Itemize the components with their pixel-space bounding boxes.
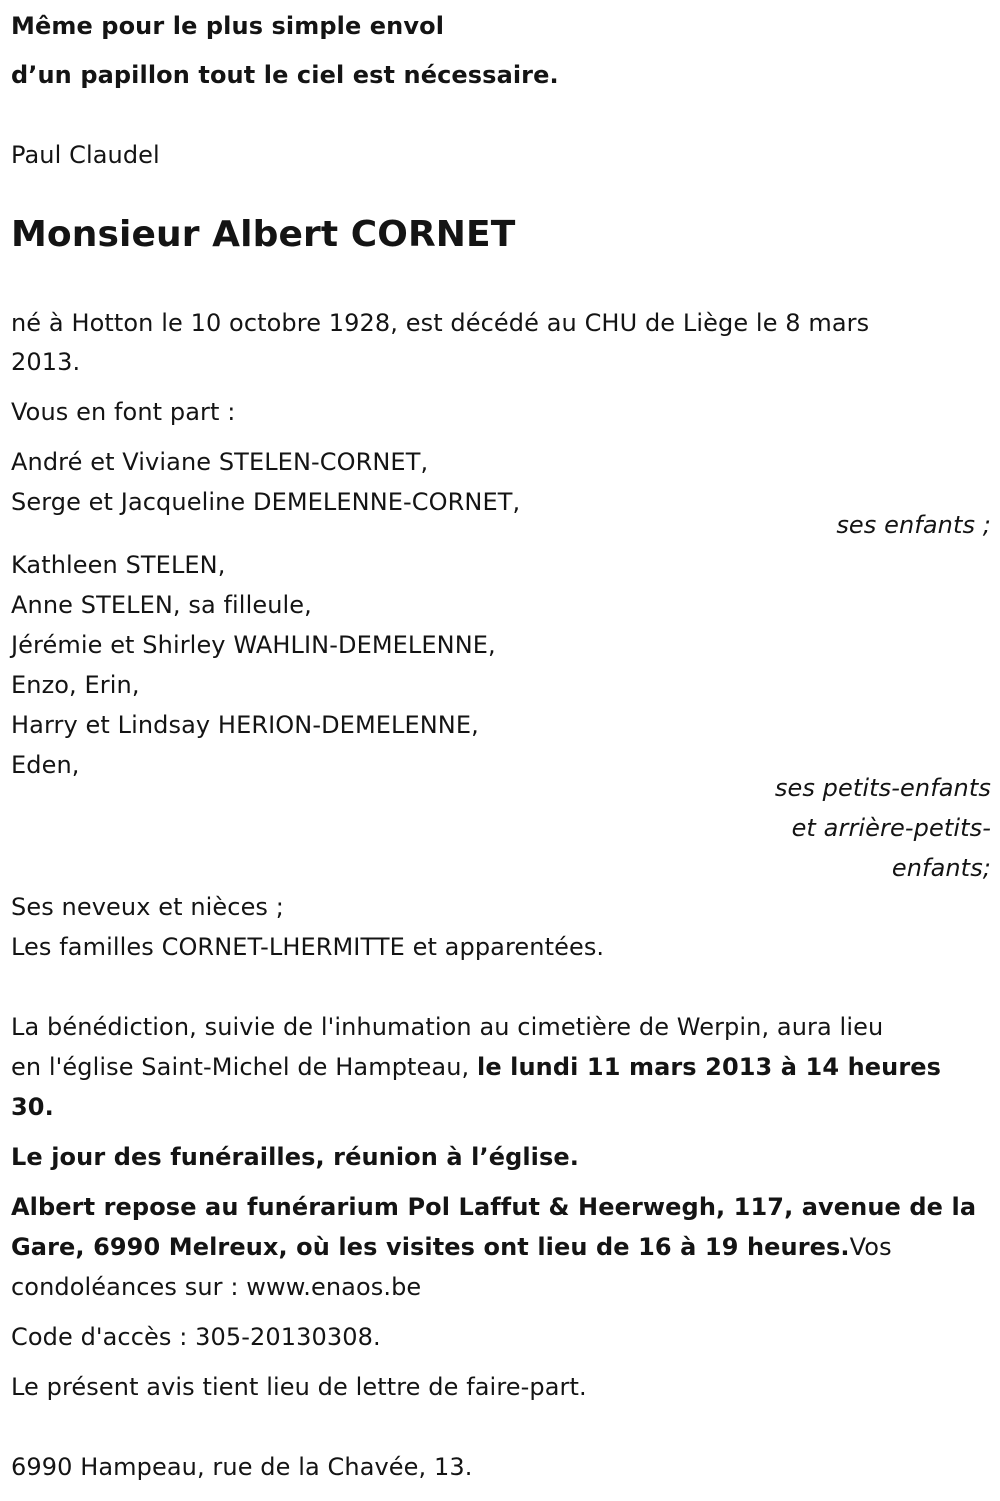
quote-author: Paul Claudel — [11, 141, 160, 169]
ceremony-location: en l'église Saint-Michel de Hampteau, — [11, 1053, 477, 1081]
grandchild-name: Harry et Lindsay HERION-DEMELENNE, — [11, 711, 479, 739]
quote-line-1: Même pour le plus simple envol — [11, 12, 445, 40]
condolences-intro: Vos — [849, 1233, 892, 1261]
announcement-intro: Vous en font part : — [11, 398, 236, 426]
quote-line-2: d’un papillon tout le ciel est nécessaire. — [11, 61, 559, 89]
birth-death-line-1: né à Hotton le 10 octobre 1928, est décédé au CHU de Liège le 8 mars — [11, 309, 870, 337]
grandchild-name: Kathleen STELEN, — [11, 551, 226, 579]
condolences-website: condoléances sur : www.enaos.be — [11, 1273, 422, 1301]
child-name: André et Viviane STELEN-CORNET, — [11, 448, 429, 476]
obituary-notice — [11, 0, 991, 1501]
funeral-home-line-2 — [11, 1227, 892, 1267]
grandchildren-role-line-1: ses petits-enfants — [774, 774, 991, 802]
ceremony-line-3: 30. — [11, 1093, 54, 1121]
ceremony-line-1: La bénédiction, suivie de l'inhumation au cimetière de Werpin, aura lieu — [11, 1013, 884, 1041]
notice-statement: Le présent avis tient lieu de lettre de faire-part. — [11, 1373, 587, 1401]
nephews-nieces: Ses neveux et nièces ; — [11, 893, 284, 921]
grandchild-name: Enzo, Erin, — [11, 671, 140, 699]
grandchildren-role-line-3: enfants; — [891, 854, 991, 882]
access-code: Code d'accès : 305-20130308. — [11, 1323, 381, 1351]
child-name: Serge et Jacqueline DEMELENNE-CORNET, — [11, 488, 521, 516]
grandchild-name: Eden, — [11, 751, 80, 779]
children-role: ses enfants ; — [836, 511, 991, 539]
birth-death-line-2: 2013. — [11, 348, 81, 376]
families: Les familles CORNET-LHERMITTE et apparentées. — [11, 933, 605, 961]
funeral-home-line-1: Albert repose au funérarium Pol Laffut & Heerwegh, 117, avenue de la — [11, 1193, 977, 1221]
grandchild-name: Anne STELEN, sa filleule, — [11, 591, 312, 619]
ceremony-date: le lundi 11 mars 2013 à 14 heures — [477, 1053, 942, 1081]
ceremony-line-2 — [11, 1047, 941, 1087]
visiting-hours: Gare, 6990 Melreux, où les visites ont lieu de 16 à 19 heures. — [11, 1233, 850, 1261]
grandchildren-role-line-2: et arrière-petits- — [791, 814, 991, 842]
gathering-note: Le jour des funérailles, réunion à l’église. — [11, 1143, 579, 1171]
deceased-name: Monsieur Albert CORNET — [11, 214, 516, 255]
family-address: 6990 Hampeau, rue de la Chavée, 13. — [11, 1453, 473, 1481]
grandchild-name: Jérémie et Shirley WAHLIN-DEMELENNE, — [11, 631, 496, 659]
